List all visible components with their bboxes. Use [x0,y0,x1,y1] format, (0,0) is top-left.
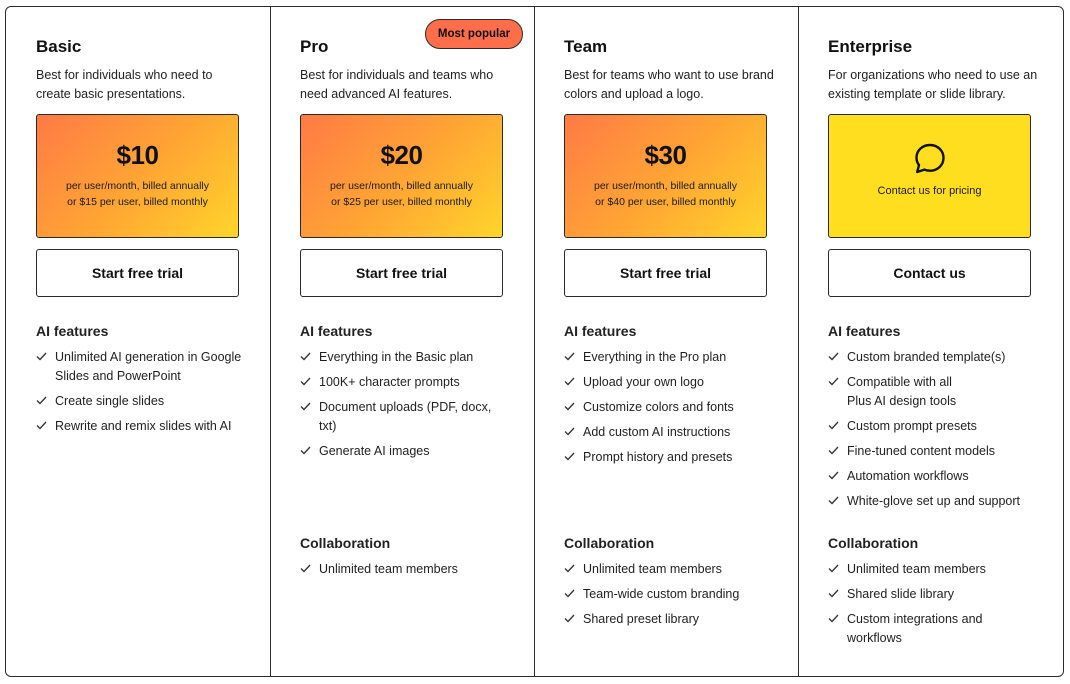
feature-label: Generate AI images [319,444,430,458]
price-amount: $20 [380,140,423,170]
list-item [564,560,774,579]
check-icon [828,589,839,598]
feature-label: Unlimited team members [583,562,722,576]
check-icon [828,377,839,386]
price-box [828,114,1031,238]
price-box [300,114,503,238]
list-item [828,610,1038,648]
check-icon [300,352,311,361]
contact-pricing-note: Contact us for pricing [877,185,982,197]
plan-pro [270,7,534,676]
list-item [564,585,774,604]
price-note-monthly: or $40 per user, billed monthly [595,196,736,208]
start-free-trial-button[interactable]: Start free trial [36,249,239,297]
feature-label: Add custom AI instructions [583,425,731,439]
feature-label: Shared preset library [583,612,700,626]
check-icon [828,471,839,480]
price-box [564,114,767,238]
check-icon [564,377,575,386]
feature-label: Unlimited team members [847,562,986,576]
feature-label: Everything in the Basic plan [319,350,474,364]
check-icon [828,446,839,455]
price-note-annual: per user/month, billed annually [329,180,473,192]
start-free-trial-button[interactable]: Start free trial [300,249,503,297]
list-item [828,442,1038,461]
list-item [564,448,774,467]
check-icon [300,377,311,386]
feature-label: Compatible with all Plus AI design tools [847,375,957,408]
plan-name: Basic [36,37,82,56]
feature-label: Upload your own logo [583,375,704,389]
collaboration-heading: Collaboration [300,535,391,551]
feature-label: Document uploads (PDF, docx, txt) [319,400,492,433]
feature-label: Rewrite and remix slides with AI [55,419,232,433]
feature-label: 100K+ character prompts [319,375,460,389]
ai-features-heading: AI features [300,323,373,339]
collaboration-heading: Collaboration [828,535,919,551]
check-icon [300,446,311,455]
feature-label: Custom integrations and workflows [847,612,983,645]
plan-basic [6,7,270,676]
feature-label: Automation workflows [847,469,969,483]
feature-label: Custom prompt presets [847,419,977,433]
plan-name: Team [564,37,608,56]
list-item [564,423,774,442]
price-box [36,114,239,238]
plan-team [534,7,798,676]
ai-feature-list [300,348,510,467]
price-amount: $10 [116,140,159,170]
list-item [828,348,1038,367]
check-icon [564,402,575,411]
list-item [828,492,1038,511]
list-item [828,560,1038,579]
pricing-table [5,6,1064,677]
price-note-annual: per user/month, billed annually [593,180,737,192]
list-item [564,348,774,367]
most-popular-badge: Most popular [425,19,523,49]
list-item [36,392,246,411]
plan-description: For organizations who need to use an existing template or slide library. [828,68,1038,101]
list-item [564,610,774,629]
plan-description: Best for individuals who need to create basic presentations. [36,68,213,101]
check-icon [828,614,839,623]
price-amount: $30 [644,140,687,170]
feature-label: Unlimited team members [319,562,458,576]
feature-label: Fine-tuned content models [847,444,996,458]
feature-label: Customize colors and fonts [583,400,734,414]
collaboration-list [300,560,510,585]
plan-description: Best for teams who want to use brand colors and upload a logo. [564,68,774,101]
list-item [300,398,510,436]
check-icon [36,396,47,405]
list-item [300,373,510,392]
check-icon [564,427,575,436]
list-item [36,417,246,436]
check-icon [36,421,47,430]
price-note-annual: per user/month, billed annually [65,180,209,192]
list-item [300,560,510,579]
plan-enterprise [798,7,1065,676]
plan-description: Best for individuals and teams who need advanced AI features. [300,68,494,101]
feature-label: Create single slides [55,394,165,408]
plan-name: Enterprise [828,37,913,56]
start-free-trial-button[interactable]: Start free trial [564,249,767,297]
ai-features-heading: AI features [828,323,901,339]
list-item [564,373,774,392]
feature-label: Unlimited AI generation in Google Slides and PowerPoint [55,350,242,383]
list-item [36,348,246,386]
list-item [828,417,1038,436]
ai-features-heading: AI features [36,323,109,339]
ai-feature-list [564,348,774,473]
list-item [564,398,774,417]
collaboration-heading: Collaboration [564,535,655,551]
chat-bubble-icon [913,142,947,176]
feature-label: Team-wide custom branding [583,587,740,601]
price-note-monthly: or $15 per user, billed monthly [67,196,208,208]
list-item [828,585,1038,604]
feature-label: Everything in the Pro plan [583,350,727,364]
price-note-monthly: or $25 per user, billed monthly [331,196,472,208]
check-icon [828,496,839,505]
feature-label: Prompt history and presets [583,450,733,464]
check-icon [828,564,839,573]
check-icon [300,564,311,573]
check-icon [36,352,47,361]
plan-name: Pro [300,37,329,56]
list-item [300,348,510,367]
check-icon [564,564,575,573]
check-icon [564,614,575,623]
ai-features-heading: AI features [564,323,637,339]
feature-label: Shared slide library [847,587,954,601]
check-icon [564,452,575,461]
contact-us-button[interactable]: Contact us [828,249,1031,297]
check-icon [564,352,575,361]
check-icon [300,402,311,411]
check-icon [828,421,839,430]
check-icon [564,589,575,598]
feature-label: White-glove set up and support [847,494,1021,508]
ai-feature-list [36,348,246,442]
collaboration-list [564,560,774,635]
collaboration-list [828,560,1038,654]
list-item [300,442,510,461]
list-item [828,467,1038,486]
ai-feature-list [828,348,1038,517]
check-icon [828,352,839,361]
list-item [828,373,1038,411]
feature-label: Custom branded template(s) [847,350,1006,364]
